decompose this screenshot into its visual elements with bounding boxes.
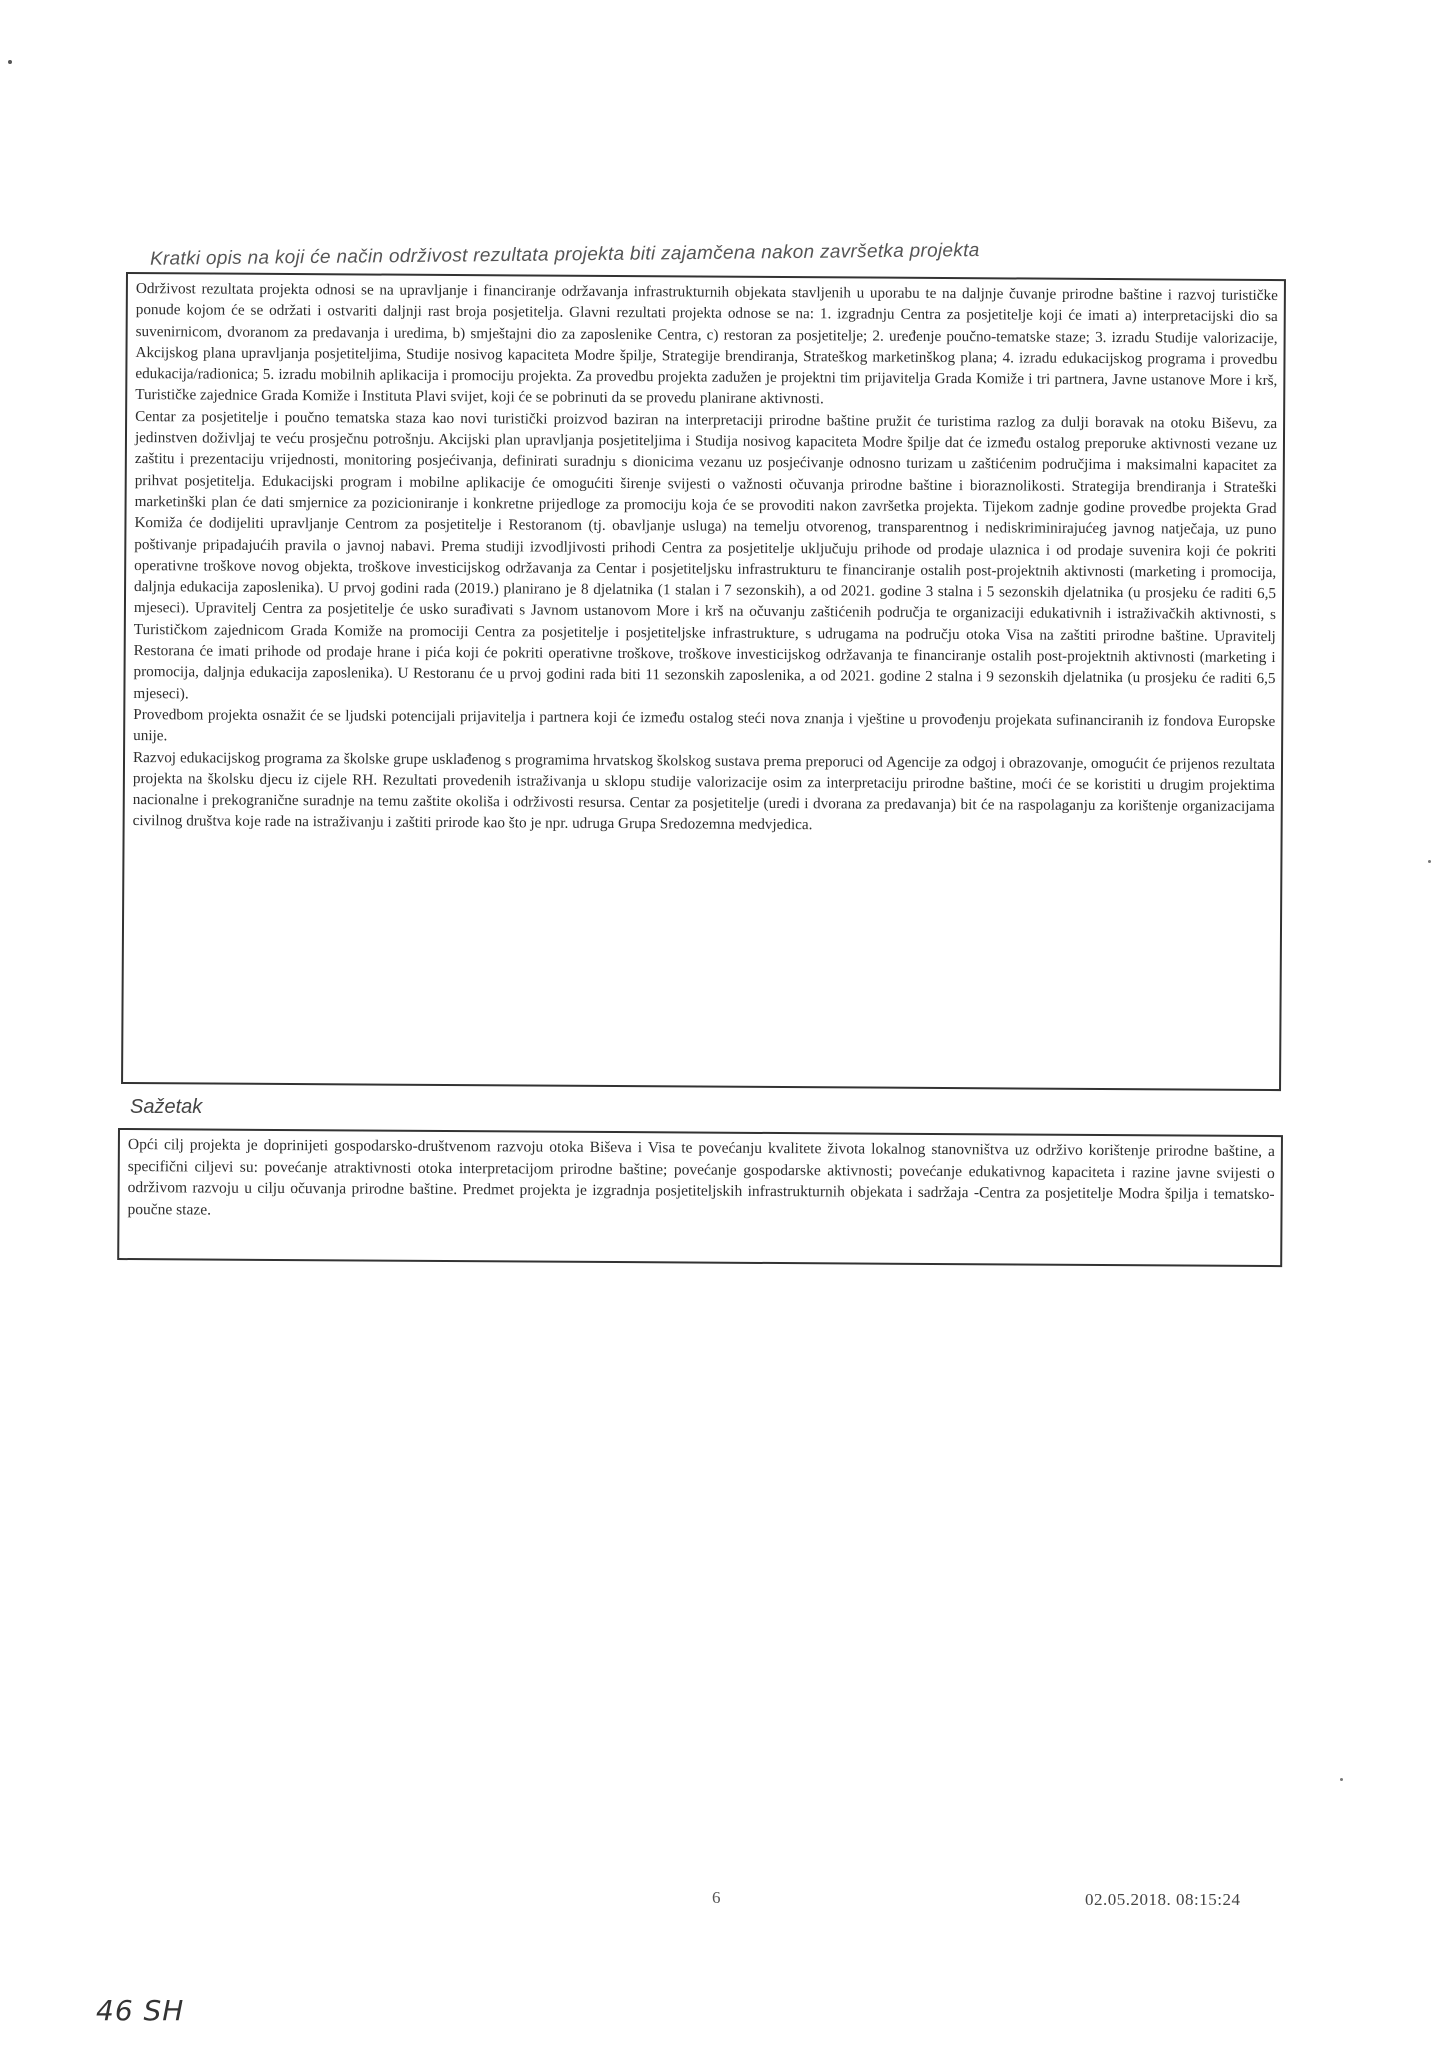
summary-paragraph: Opći cilj projekta je doprinijeti gospodarsko-društvenom razvoju otoka Biševa i Visa te povećanju kvalitete života lokalnog stanovništva uz održivo korištenje prirodne baštine, a specifični ciljevi su: povećanje atraktivnosti otoka interpretacijom prirodne baštine; povećanje gospodarske aktivnosti; povećanje edukativnog kapaciteta i razine javne svijesti o održivom razvoju u cilju očuvanja prirodne baštine. Predmet projekta je izgradnja posjetiteljskih infrastrukturnih objekata i sadržaja -Centra za posjetitelje Modra špilja i tematsko-poučne staze. bbox=[127, 1136, 1275, 1219]
sustainability-paragraph-3: Provedbom projekta osnažit će se ljudski potencijali prijavitelja i partnera koji će između ostalog steći nova znanja i vještine u provođenju projekata sufinanciranih iz fondova Europske unije. bbox=[133, 705, 1276, 745]
sustainability-text-box bbox=[121, 272, 1286, 1091]
scan-speck bbox=[1340, 1778, 1343, 1781]
sustainability-paragraph-2: Centar za posjetitelje i poučno tematska staza kao novi turistički proizvod baziran na interpretaciji prirodne baštine pružit će turistima razlog za dulji boravak na otoku Biševu, za jedinstven doživljaj te veću prosječnu potrošnju. Akcijski plan upravljanja posjetiteljima i Studija nosivog kapaciteta Modre špilje dat će između ostalog preporuke aktivnosti vezane uz zaštitu i prezentaciju vrijednosti, monitoring posjećivanja, definirati suradnju s dionicima vezanu uz posjećivanje odnosno turizam u zaštićenim područjima i maksimalni kapacitet za prihvat posjetitelja. Edukacijski program i mobilne aplikacije će omogućiti širenje svijesti o važnosti očuvanja prirodne baštine i bioraznolikosti. Strategija brendiranja i Strateški marketinški plan će dati smjernice za pozicioniranje i konkretne prijedloge za promociju koja će se provoditi nakon završetka projekta. Tijekom zadnje godine provedbe projekta Grad Komiža će dodijeliti upravljanje Centrom za posjetitelje i Restoranom (tj. obavljanje usluga) na temelju otvorenog, transparentnog i nediskriminirajućeg javnog natječaja, uz puno poštivanje pripadajućih pravila o javnoj nabavi. Prema studiji izvodljivosti prihodi Centra za posjetitelje uključuju prihode od prodaje ulaznica i od prodaje suvenira koji će pokriti operativne troškove novog objekta, troškove investicijskog održavanja za Centar i posjetiteljsku infrastrukturu te financiranje ostalih post-projektnih aktivnosti (marketing i promocija, daljnja edukacija zaposlenika). U prvoj godini rada (2019.) planirano je 8 djelatnika (1 stalan i 7 sezonskih), a od 2021. godine 3 stalna i 5 sezonskih djelatnika (u prosjeku će raditi 6,5 mjeseci). Upravitelj Centra za posjetitelje će usko surađivati s Javnom ustanovom More i krš na očuvanju zaštićenih područja te organizaciji edukativnih i istraživačkih aktivnosti, s Turističkom zajednicom Grada Komiže na promociji Centra za posjetitelje i posjetiteljske infrastrukture, s udrugama na području otoka Visa na zaštiti prirodne baštine. Upravitelj Restorana će imati prihode od prodaje hrane i pića koji će pokriti operativne troškove, troškove investicijskog održavanja te financiranje ostalih post-projektnih aktivnosti (marketing i promocija, daljnja edukacija zaposlenika). U Restoranu će u prvoj godini rada biti 11 sezonskih zaposlenika, a od 2021. godine 2 stalna i 9 sezonskih djelatnika (u prosjeku će raditi 6,5 mjeseci). bbox=[133, 407, 1278, 703]
sustainability-paragraph-1: Održivost rezultata projekta odnosi se na upravljanje i financiranje održavanja infrastrukturnih objekata stavljenih u uporabu te na daljnje čuvanje prirodne baštine i razvoj turističke ponude kojom će se održati i ostvariti daljnji rast broja posjetitelja. Glavni rezultati projekta odnose se na: 1. izgradnju Centra za posjetitelje koji će imati a) interpretacijski dio sa suvenirnicom, dvoranom za predavanja i uredima, b) smještajni dio za zaposlenike Centra, c) restoran za posjetitelje; 2. uređenje poučno-tematske staze; 3. izradu Studije valorizacije, Akcijskog plana upravljanja posjetiteljima, Studije nosivog kapaciteta Modre špilje, Strategije brendiranja, Strateškog marketinškog plana; 4. izradu edukacijskog programa i provedbu edukacija/radionica; 5. izradu mobilnih aplikacija i promociju projekta. Za provedbu projekta zadužen je projektni tim prijavitelja Grada Komiže i tri partnera, Javne ustanove More i krš, Turističke zajednice Grada Komiže i Instituta Plavi svijet, koji će se pobrinuti da se provedu planirane aktivnosti. bbox=[135, 280, 1278, 408]
section-heading-sustainability: Kratki opis na koji će način održivost rezultata projekta biti zajamčena nakon završetka projekta bbox=[149, 240, 980, 270]
page-number: 6 bbox=[712, 1888, 721, 1907]
print-timestamp: 02.05.2018. 08:15:24 bbox=[1085, 1890, 1241, 1909]
section-heading-summary: Sažetak bbox=[130, 1096, 203, 1118]
scan-speck bbox=[1428, 860, 1431, 863]
sustainability-paragraph-4: Razvoj edukacijskog programa za školske grupe usklađenog s programima hrvatskog školskog sustava prema preporuci od Agencije za odgoj i obrazovanje, omogućit će prijenos rezultata projekta na školsku djecu iz cijele RH. Rezultati provedenih istraživanja u sklopu studije valorizacije osim za interpretaciju prirodne baštine, moći će se koristiti u drugim projektima nacionalne i prekogranične suradnje na temu zaštite okoliša i održivosti resursa. Centar za posjetitelje (uredi i dvorana za predavanja) bit će na raspolaganju za korištenje organizacijama civilnog društva koje rade na istraživanju i zaštiti prirode kao što je npr. udruga Grupa Sredozemna medvjedica. bbox=[132, 748, 1276, 834]
summary-text-box bbox=[117, 1128, 1283, 1267]
handwritten-note: 46 SH bbox=[96, 1994, 185, 2027]
scan-speck bbox=[8, 60, 12, 64]
